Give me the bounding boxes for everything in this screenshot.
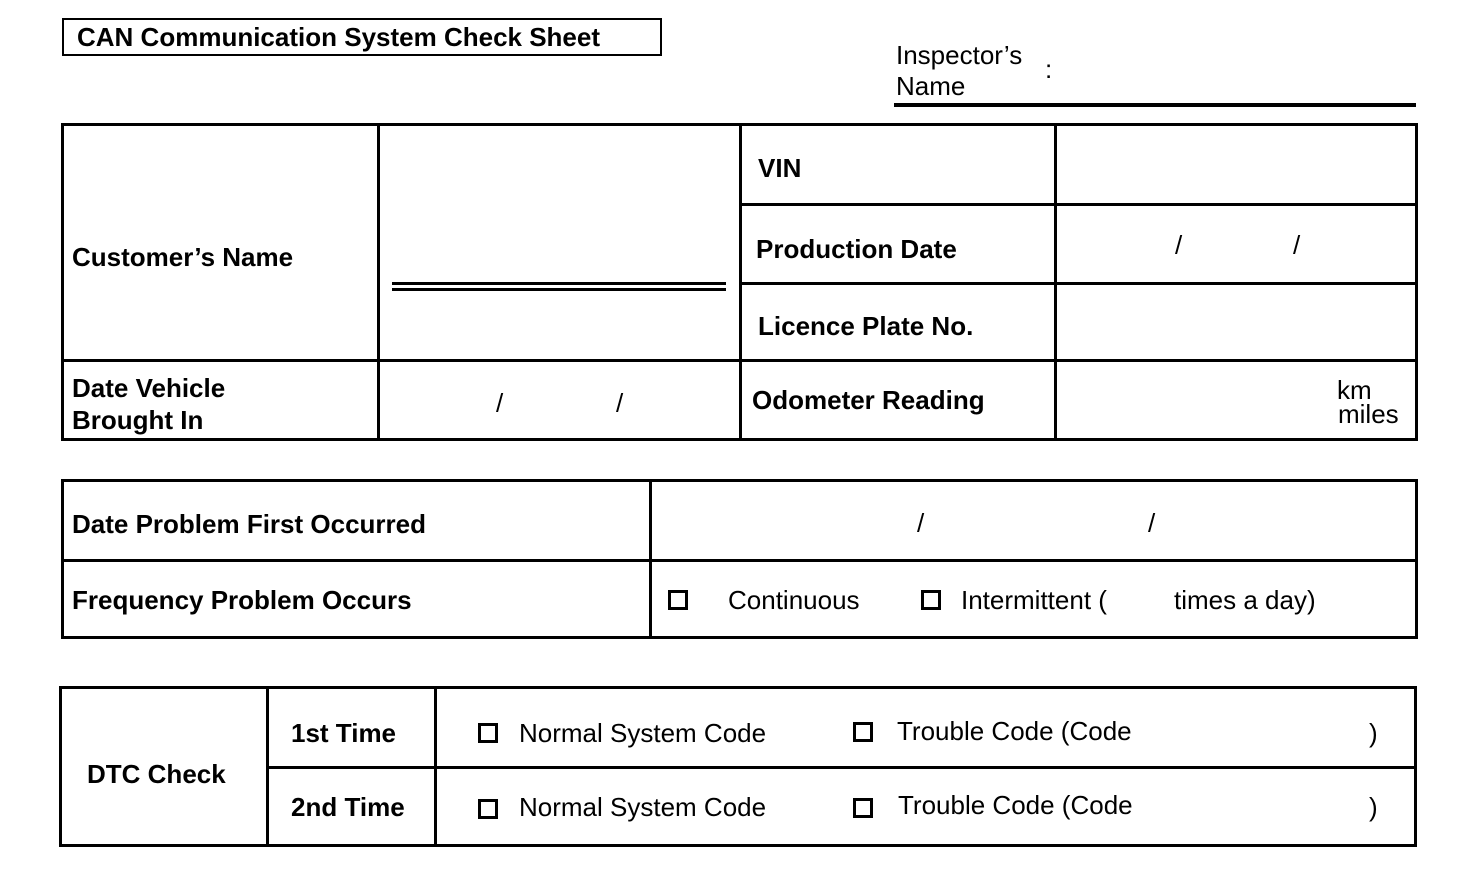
first-normal-code-checkbox[interactable]: [478, 723, 498, 743]
first-occurred-label: Date Problem First Occurred: [72, 509, 426, 539]
inspector-name-field[interactable]: [894, 103, 1416, 107]
date-brought-in-field[interactable]: [380, 362, 739, 438]
continuous-label: Continuous: [728, 585, 860, 615]
continuous-checkbox[interactable]: [668, 590, 688, 610]
odometer-label: Odometer Reading: [752, 385, 985, 415]
second-time-label: 2nd Time: [291, 792, 405, 822]
unit-km: km: [1337, 375, 1372, 405]
production-date-field[interactable]: [1057, 206, 1415, 282]
dtc-check-label: DTC Check: [87, 759, 226, 789]
intermittent-label: Intermittent (: [961, 585, 1107, 615]
vin-label: VIN: [758, 153, 802, 183]
first-trouble-code-label: Trouble Code (Code: [897, 716, 1132, 746]
first-close-paren: ): [1369, 718, 1378, 748]
date-separator: /: [1148, 508, 1156, 538]
dtc-check-table: [59, 686, 1417, 847]
second-close-paren: ): [1369, 792, 1378, 822]
times-a-day-label: times a day): [1174, 585, 1316, 615]
licence-plate-label: Licence Plate No.: [758, 311, 974, 341]
frequency-label: Frequency Problem Occurs: [72, 585, 412, 615]
first-normal-code-label: Normal System Code: [519, 718, 767, 748]
date-separator: /: [1293, 230, 1301, 260]
sheet-title: CAN Communication System Check Sheet: [62, 18, 662, 56]
odometer-field[interactable]: [1057, 362, 1415, 438]
customer-name-label: Customer’s Name: [72, 242, 294, 272]
divider: [64, 559, 1415, 562]
intermittent-checkbox[interactable]: [921, 590, 941, 610]
production-date-label: Production Date: [756, 234, 957, 264]
date-brought-in-line2: Brought In: [72, 405, 204, 435]
licence-plate-field[interactable]: [1057, 285, 1415, 359]
first-occurred-field[interactable]: [652, 482, 1415, 559]
times-per-day-field[interactable]: [1124, 574, 1168, 614]
date-separator: /: [917, 508, 925, 538]
second-trouble-code-checkbox[interactable]: [853, 798, 873, 818]
problem-info-table: [61, 479, 1418, 639]
date-separator: /: [616, 388, 624, 418]
date-brought-in-label: [72, 372, 225, 436]
inspector-colon: :: [1045, 54, 1053, 84]
vehicle-info-table: [61, 123, 1418, 441]
customer-name-field[interactable]: [392, 282, 726, 292]
first-trouble-code-field[interactable]: [1157, 705, 1357, 749]
date-separator: /: [496, 388, 504, 418]
inspector-label: [896, 40, 1022, 102]
date-brought-in-line1: Date Vehicle: [72, 373, 226, 403]
inspector-label-line1: Inspector’s: [896, 40, 1023, 70]
first-time-label: 1st Time: [291, 718, 397, 748]
second-normal-code-label: Normal System Code: [519, 792, 767, 822]
second-trouble-code-label: Trouble Code (Code: [898, 790, 1133, 820]
vin-field[interactable]: [1057, 126, 1415, 203]
inspector-label-line2: Name: [896, 71, 966, 101]
first-trouble-code-checkbox[interactable]: [853, 722, 873, 742]
second-normal-code-checkbox[interactable]: [478, 799, 498, 819]
date-separator: /: [1175, 230, 1183, 260]
unit-miles: miles: [1338, 399, 1399, 429]
divider: [269, 766, 1414, 769]
second-trouble-code-field[interactable]: [1157, 781, 1357, 825]
